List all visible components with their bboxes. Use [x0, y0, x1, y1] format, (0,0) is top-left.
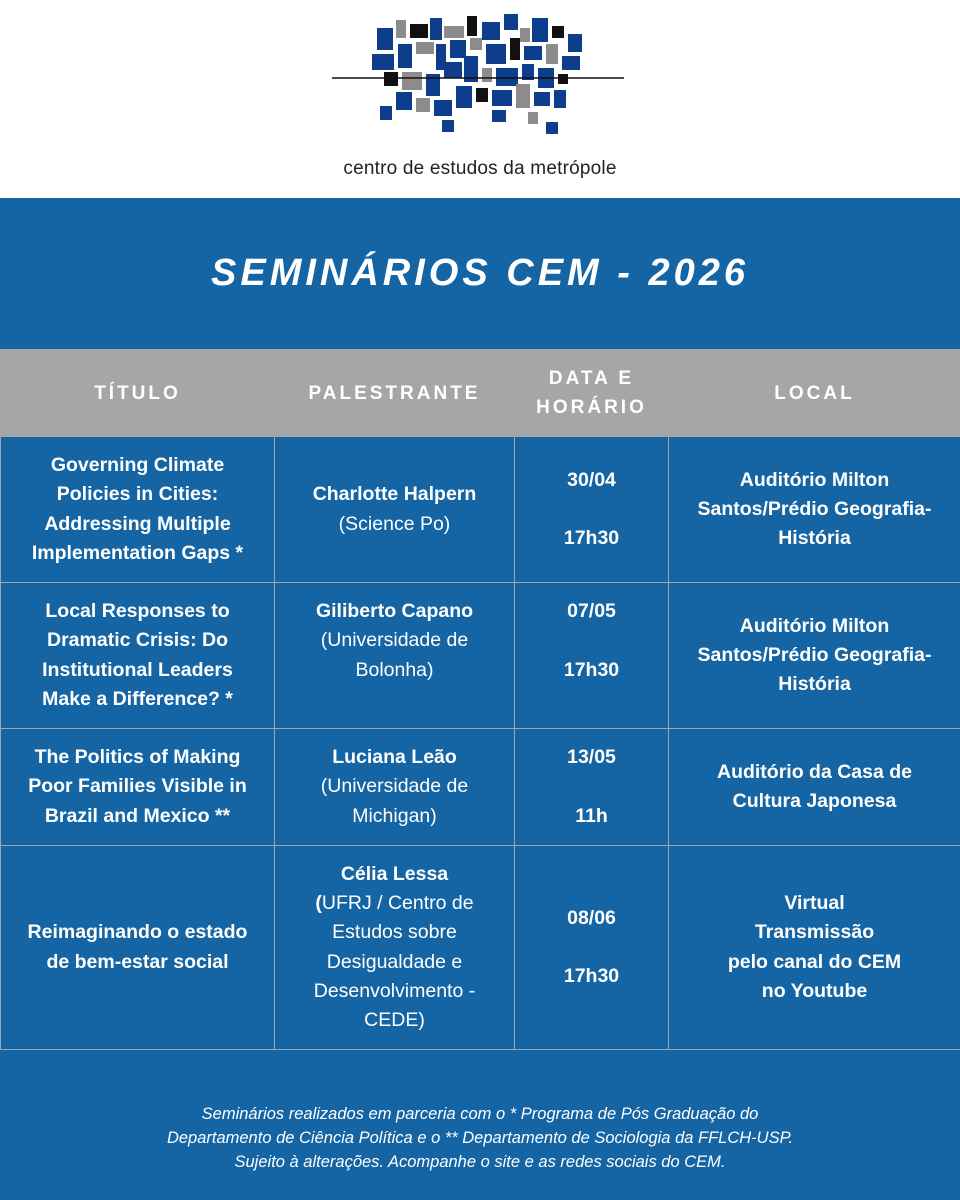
- cell-title: [1, 437, 275, 583]
- speaker-affiliation: (Universidade de: [320, 775, 469, 798]
- cell-speaker: [275, 729, 515, 846]
- speaker-affiliation: UFRJ / Centro de: [321, 891, 474, 914]
- title-line: Poor Families Visible in: [28, 775, 247, 798]
- header-data-line2: HORÁRIO: [536, 397, 647, 418]
- speaker-affiliation: (Science Po): [338, 512, 451, 535]
- seminars-table: [0, 349, 960, 1050]
- cell-local: [669, 437, 960, 583]
- cell-local: [669, 583, 960, 729]
- table-row: [1, 437, 960, 583]
- header-local: LOCAL: [669, 350, 960, 437]
- footer-line: Departamento de Ciência Política e o ** Departamento de Sociologia da FFLCH-USP.: [166, 1129, 794, 1147]
- cell-title: [1, 846, 275, 1050]
- speaker-affiliation: Estudos sobre: [332, 921, 457, 944]
- cell-speaker: [275, 846, 515, 1050]
- title-line: de bem-estar social: [46, 950, 229, 973]
- table-row: [1, 729, 960, 846]
- title-line: Implementation Gaps *: [31, 541, 244, 564]
- local-line: pelo canal do CEM: [727, 950, 902, 973]
- local-line: História: [778, 527, 851, 550]
- cell-datetime: [515, 846, 669, 1050]
- local-line: Auditório da Casa de: [716, 760, 913, 783]
- title-line: Dramatic Crisis: Do: [47, 629, 228, 652]
- header-titulo: TÍTULO: [1, 350, 275, 437]
- date: 08/06: [567, 906, 616, 929]
- speaker-name: Charlotte Halpern: [312, 483, 477, 506]
- time: 11h: [575, 804, 608, 827]
- cell-title: [1, 729, 275, 846]
- header-data: [515, 350, 669, 437]
- footer-line: Sujeito à alterações. Acompanhe o site e as redes sociais do CEM.: [234, 1153, 726, 1171]
- speaker-affiliation-line: [283, 889, 506, 918]
- logo-mosaic: [372, 14, 582, 134]
- title-line: Policies in Cities:: [56, 483, 219, 506]
- title-line: Governing Climate: [50, 453, 225, 476]
- cell-datetime: [515, 437, 669, 583]
- speaker-affiliation: (Universidade de: [320, 629, 469, 652]
- footer-line: Seminários realizados em parceria com o * Programa de Pós Graduação do: [201, 1105, 759, 1123]
- speaker-name: Giliberto Capano: [315, 600, 474, 623]
- time: 17h30: [563, 527, 620, 549]
- local-line: Santos/Prédio Geografia-: [697, 497, 932, 520]
- date: 07/05: [567, 600, 616, 623]
- cell-speaker: [275, 583, 515, 729]
- date: 13/05: [567, 746, 616, 769]
- speaker-name: Luciana Leão: [332, 746, 457, 769]
- speaker-name: Célia Lessa: [340, 862, 449, 885]
- title-line: Reimaginando o estado: [27, 921, 248, 944]
- cem-logo: [332, 10, 624, 150]
- local-line: Virtual: [784, 891, 845, 914]
- local-line: Transmissão: [754, 921, 875, 944]
- footer-note: [0, 1102, 960, 1174]
- page-title: SEMINÁRIOS CEM - 2026: [211, 252, 749, 294]
- speaker-affiliation: Bolonha): [355, 658, 434, 681]
- cell-title: [1, 583, 275, 729]
- speaker-affiliation: Desenvolvimento -: [313, 979, 476, 1002]
- date: 30/04: [567, 468, 616, 491]
- header: [0, 0, 960, 198]
- time: 17h30: [563, 658, 620, 681]
- header-palestrante: PALESTRANTE: [275, 350, 515, 437]
- table-header-row: [1, 350, 960, 437]
- table-row: [1, 846, 960, 1050]
- speaker-affiliation: Desigualdade e: [326, 950, 463, 973]
- cell-local: [669, 846, 960, 1050]
- local-line: História: [778, 673, 851, 696]
- title-line: Addressing Multiple: [44, 512, 231, 535]
- local-line: no Youtube: [761, 979, 868, 1002]
- local-line: Auditório Milton: [739, 614, 890, 637]
- title-line: Institutional Leaders: [42, 658, 233, 681]
- local-line: Santos/Prédio Geografia-: [697, 643, 932, 666]
- cell-local: [669, 729, 960, 846]
- time: 17h30: [563, 965, 620, 987]
- affiliation-paren: (: [315, 891, 322, 914]
- brand-name: centro de estudos da metrópole: [343, 158, 617, 179]
- cell-speaker: [275, 437, 515, 583]
- speaker-affiliation: Michigan): [352, 804, 437, 827]
- title-line: The Politics of Making: [34, 746, 241, 769]
- header-data-line1: DATA E: [548, 368, 635, 389]
- local-line: Auditório Milton: [739, 468, 890, 491]
- cell-datetime: [515, 583, 669, 729]
- title-line: Brazil and Mexico **: [44, 804, 231, 827]
- title-line: Make a Difference? *: [42, 687, 233, 710]
- local-line: Cultura Japonesa: [732, 790, 897, 812]
- title-line: Local Responses to: [45, 599, 230, 622]
- speaker-affiliation: CEDE): [364, 1009, 425, 1032]
- cell-datetime: [515, 729, 669, 846]
- table-row: [1, 583, 960, 729]
